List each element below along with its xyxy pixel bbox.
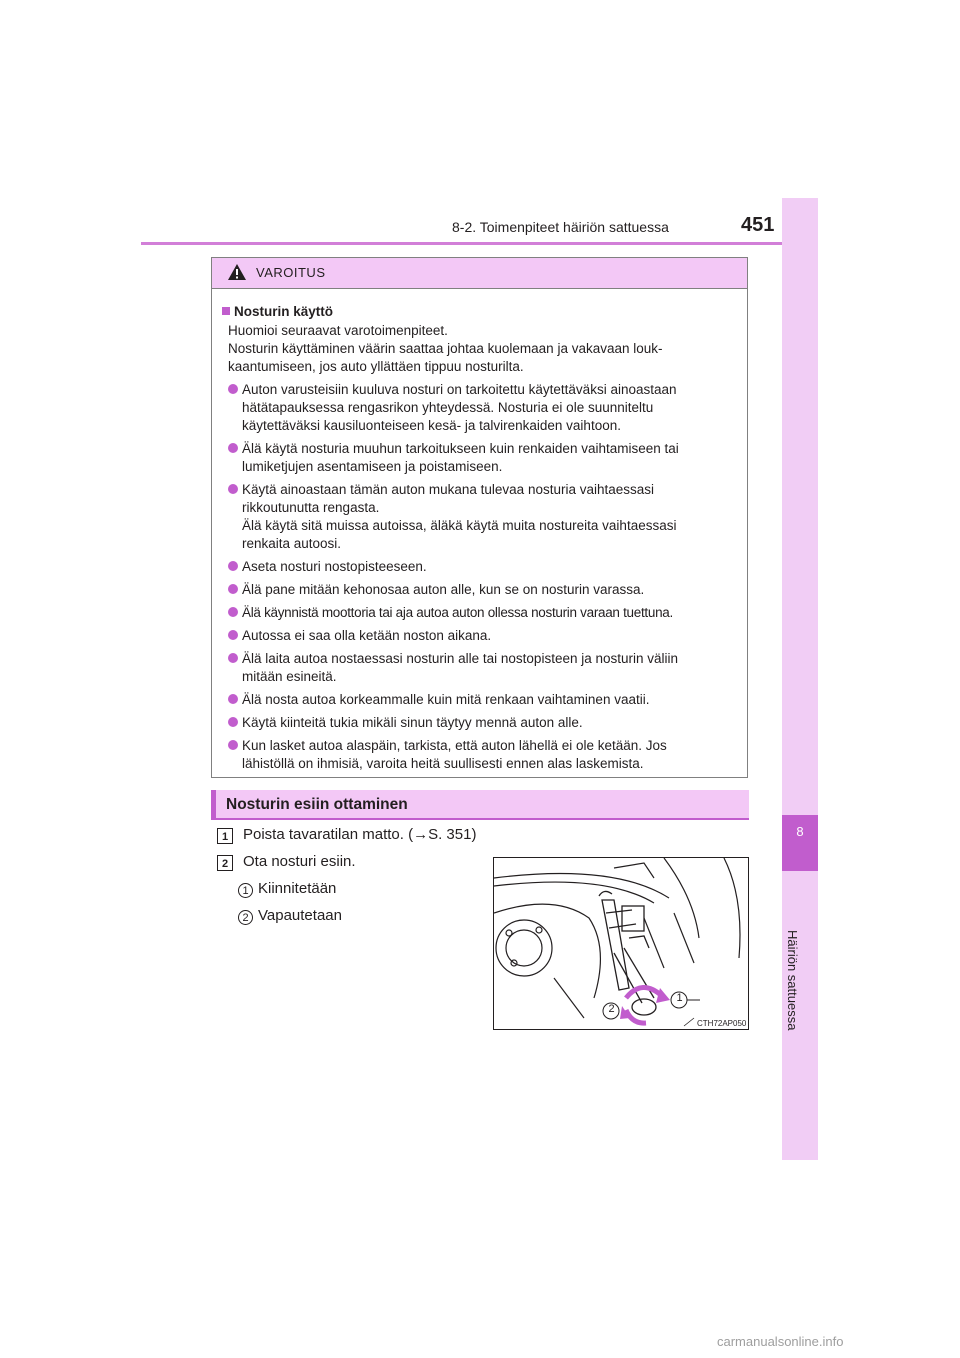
section-title: Nosturin esiin ottaminen bbox=[226, 796, 408, 813]
chapter-number: 8 bbox=[796, 824, 804, 839]
callout-1: 1 bbox=[676, 992, 683, 1004]
running-header: 8-2. Toimenpiteet häiriön sattuessa bbox=[452, 219, 669, 235]
sub-item-text-1: Kiinnitetään bbox=[258, 880, 337, 897]
list-item: Käytä kiinteitä tukia mikäli sinun täytyy mennä auton alle. bbox=[228, 714, 741, 732]
bullet-dot-icon bbox=[228, 717, 238, 727]
list-item: Älä pane mitään kehonosaa auton alle, kun se on nosturin varassa. bbox=[228, 581, 741, 599]
list-item: Käytä ainoastaan tämän auton mukana tulevaa nosturia vaihtaessasi rikkoutunutta rengasta. Älä käytä sitä muissa autoissa, äläkä käytä muita nostureita vaihtaessasi renkaita autoosi. bbox=[228, 481, 741, 553]
warning-title: VAROITUS bbox=[256, 265, 326, 280]
jack-drawing bbox=[494, 858, 748, 1029]
warning-bullet-list bbox=[228, 381, 741, 773]
bullet-dot-icon bbox=[228, 561, 238, 571]
list-item: Älä nosta autoa korkeammalle kuin mitä renkaan vaihtaminen vaatii. bbox=[228, 691, 741, 709]
warning-subheading: Nosturin käyttö bbox=[222, 303, 741, 321]
step-number-1: 1 bbox=[217, 828, 233, 844]
sub-item-number-1: 1 bbox=[238, 883, 253, 898]
sub-item-number-2: 2 bbox=[238, 910, 253, 925]
footer-watermark[interactable]: carmanualsonline.info bbox=[717, 1334, 844, 1349]
list-item: Autossa ei saa olla ketään noston aikana. bbox=[228, 627, 741, 645]
section-heading-bar bbox=[211, 790, 749, 820]
bullet-dot-icon bbox=[228, 584, 238, 594]
chapter-title: Häiriön sattuessa bbox=[785, 930, 800, 1031]
square-bullet-icon bbox=[222, 307, 230, 315]
list-item: Kun lasket autoa alaspäin, tarkista, että auton lähellä ei ole ketään. Jos lähistöllä on ihmisiä, varoita heitä suullisesti ennen alas laskemista. bbox=[228, 737, 741, 773]
bullet-dot-icon bbox=[228, 607, 238, 617]
warning-body bbox=[212, 289, 747, 773]
callout-2: 2 bbox=[608, 1003, 615, 1015]
header-rule bbox=[141, 242, 818, 245]
bullet-dot-icon bbox=[228, 740, 238, 750]
list-item: Auton varusteisiin kuuluva nosturi on tarkoitettu käytettäväksi ainoastaan hätätapauksessa rengasrikon yhteydessä. Nosturia ei ole suunniteltu käytettäväksi kausiluonteiseen kesä- ja talvirenkaiden vaihtoon. bbox=[228, 381, 741, 435]
warning-box bbox=[211, 257, 748, 778]
bullet-dot-icon bbox=[228, 443, 238, 453]
bullet-dot-icon bbox=[228, 484, 238, 494]
bullet-dot-icon bbox=[228, 630, 238, 640]
step-text-2: Ota nosturi esiin. bbox=[243, 853, 356, 870]
step-number-2: 2 bbox=[217, 855, 233, 871]
bullet-dot-icon bbox=[228, 384, 238, 394]
warning-intro: Huomioi seuraavat varotoimenpiteet. Nosturin käyttäminen väärin saattaa johtaa kuolemaan ja vakavaan louk- kaantumiseen, jos auto yllättäen tippuu nosturilta. bbox=[228, 323, 663, 374]
illustration-code: CTH72AP050 bbox=[697, 1019, 747, 1028]
page-number: 451 bbox=[741, 214, 775, 236]
bullet-dot-icon bbox=[228, 694, 238, 704]
bullet-dot-icon bbox=[228, 653, 238, 663]
section-accent bbox=[211, 790, 216, 818]
step-text-1: Poista tavaratilan matto. (→S. 351) bbox=[243, 826, 477, 843]
warning-triangle-icon bbox=[227, 263, 247, 281]
list-item: Älä käynnistä moottoria tai aja autoa auton ollessa nosturin varaan tuettuna. bbox=[228, 604, 741, 622]
rotation-arrows bbox=[620, 987, 670, 1023]
sub-item-text-2: Vapautetaan bbox=[258, 907, 342, 924]
list-item: Aseta nosturi nostopisteeseen. bbox=[228, 558, 741, 576]
warning-header bbox=[212, 258, 747, 289]
jack-illustration bbox=[493, 857, 749, 1030]
list-item: Älä käytä nosturia muuhun tarkoitukseen kuin renkaiden vaihtamiseen tai lumiketjujen asentamiseen ja poistamiseen. bbox=[228, 440, 741, 476]
list-item: Älä laita autoa nostaessasi nosturin alle tai nostopisteen ja nosturin väliin mitään esineitä. bbox=[228, 650, 741, 686]
